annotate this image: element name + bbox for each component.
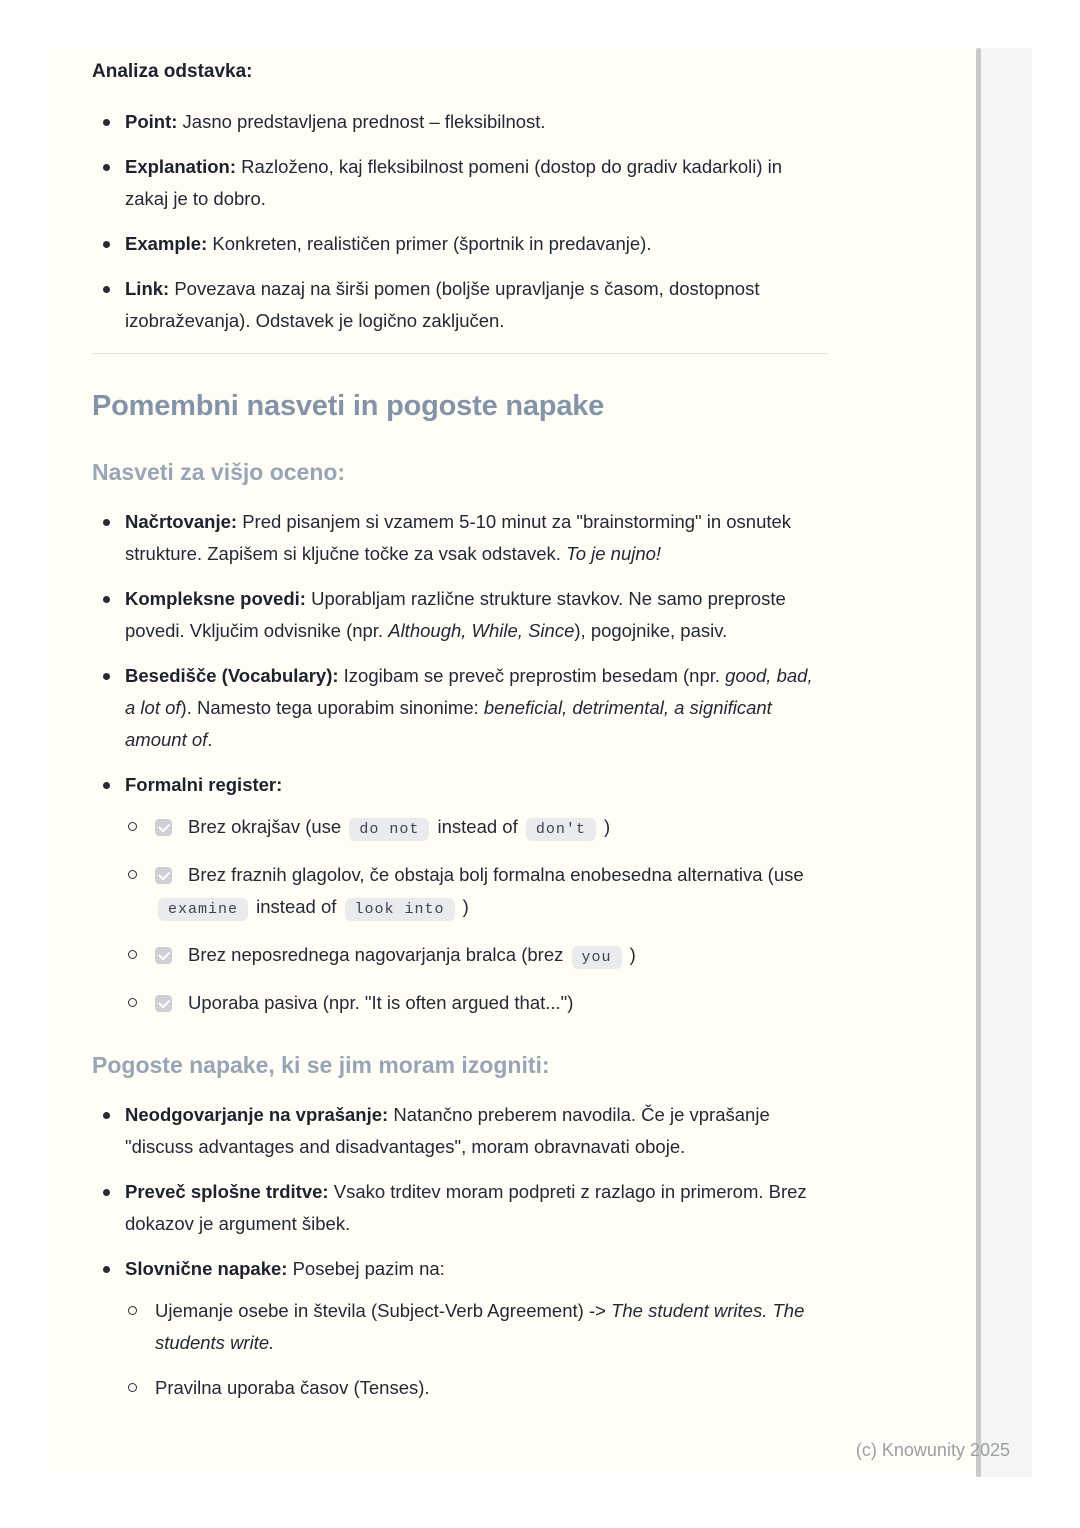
checkbox-checked-icon[interactable] — [155, 867, 172, 884]
section-heading: Pomembni nasveti in pogoste napake — [92, 390, 605, 422]
sublist-item-text: Ujemanje osebe in števila (Subject-Verb Agreement) -> The student writes. The students write. — [155, 1300, 805, 1353]
mistakes-list — [92, 1099, 828, 1404]
list-item-text: Kompleksne povedi: Uporabljam različne strukture stavkov. Ne samo preproste povedi. Vključim odvisnike (npr. Although, While, Since), pogojnike, pasiv. — [125, 588, 786, 641]
paragraph-analysis-title: Analiza odstavka: — [92, 61, 253, 82]
list-item-text: Neodgovarjanje na vprašanje: Natančno preberem navodila. Če je vprašanje "discuss advantages and disadvantages", moram obravnavati oboje. — [125, 1104, 770, 1157]
sublist-item — [125, 1295, 828, 1359]
list-item-text: Point: Jasno predstavljena prednost – fleksibilnost. — [125, 111, 546, 132]
list-item-text: Načrtovanje: Pred pisanjem si vzamem 5-10 minut za "brainstorming" in osnutek strukture. Zapišem si ključne točke za vsak odstavek. To je nujno! — [125, 511, 792, 564]
checklist-item — [125, 811, 828, 846]
analysis-list — [92, 106, 828, 337]
list-item-text: Link: Povezava nazaj na širši pomen (boljše upravljanje s časom, dostopnost izobraževanja). Odstavek je logično zaključen. — [125, 278, 760, 331]
list-item-text: Preveč splošne trditve: Vsako trditev moram podpreti z razlago in primerom. Brez dokazov je argument šibek. — [125, 1181, 807, 1234]
scrollbar-thumb[interactable] — [976, 48, 981, 1477]
list-item-text: Formalni register: — [125, 774, 283, 795]
list-item — [92, 583, 828, 647]
list-item — [92, 151, 828, 215]
list-item-text: Explanation: Razloženo, kaj fleksibilnost pomeni (dostop do gradiv kadarkoli) in zakaj je to dobro. — [125, 156, 783, 209]
list-item-text: Besedišče (Vocabulary): Izogibam se preveč preprostim besedam (npr. good, bad, a lot of). Namesto tega uporabim sinonime: beneficial, detrimental, a significant amount of. — [125, 665, 813, 750]
formal-register-checklist — [125, 811, 828, 1019]
checklist-item-text: Brez neposrednega nagovarjanja bralca (brez you ) — [188, 944, 636, 965]
list-item-text: Slovnične napake: Posebej pazim na: — [125, 1258, 445, 1279]
list-item — [92, 228, 828, 260]
list-item — [92, 506, 828, 570]
section-divider — [92, 353, 828, 354]
watermark-text: (c) Knowunity 2025 — [855, 1440, 1010, 1460]
list-item — [92, 1176, 828, 1240]
grammar-sublist — [125, 1295, 828, 1404]
list-item-text: Example: Konkreten, realističen primer (športnik in predavanje). — [125, 233, 652, 254]
right-side-panel — [981, 48, 1032, 1477]
document-content — [92, 56, 828, 1404]
sublist-item — [125, 1372, 828, 1404]
list-item — [92, 106, 828, 138]
list-item — [92, 1099, 828, 1163]
document-page — [48, 48, 976, 1473]
checklist-item-text: Brez okrajšav (use do not instead of don't ) — [188, 816, 610, 837]
checkbox-checked-icon[interactable] — [155, 947, 172, 964]
mistakes-subheading: Pogoste napake, ki se jim moram izogniti: — [92, 1052, 550, 1078]
tips-list — [92, 506, 828, 1019]
list-item — [92, 273, 828, 337]
checklist-item-text: Brez fraznih glagolov, če obstaja bolj formalna enobesedna alternativa (use examine instead of look into ) — [155, 864, 804, 917]
tips-subheading: Nasveti za višjo oceno: — [92, 459, 346, 485]
list-item — [92, 660, 828, 756]
list-item — [92, 1253, 828, 1404]
list-item — [92, 769, 828, 1019]
checklist-item — [125, 987, 828, 1019]
checkbox-checked-icon[interactable] — [155, 819, 172, 836]
checkbox-checked-icon[interactable] — [155, 995, 172, 1012]
sublist-item-text: Pravilna uporaba časov (Tenses). — [155, 1377, 430, 1398]
checklist-item-text: Uporaba pasiva (npr. "It is often argued that...") — [188, 992, 574, 1013]
checklist-item — [125, 939, 828, 974]
checklist-item — [125, 859, 828, 926]
